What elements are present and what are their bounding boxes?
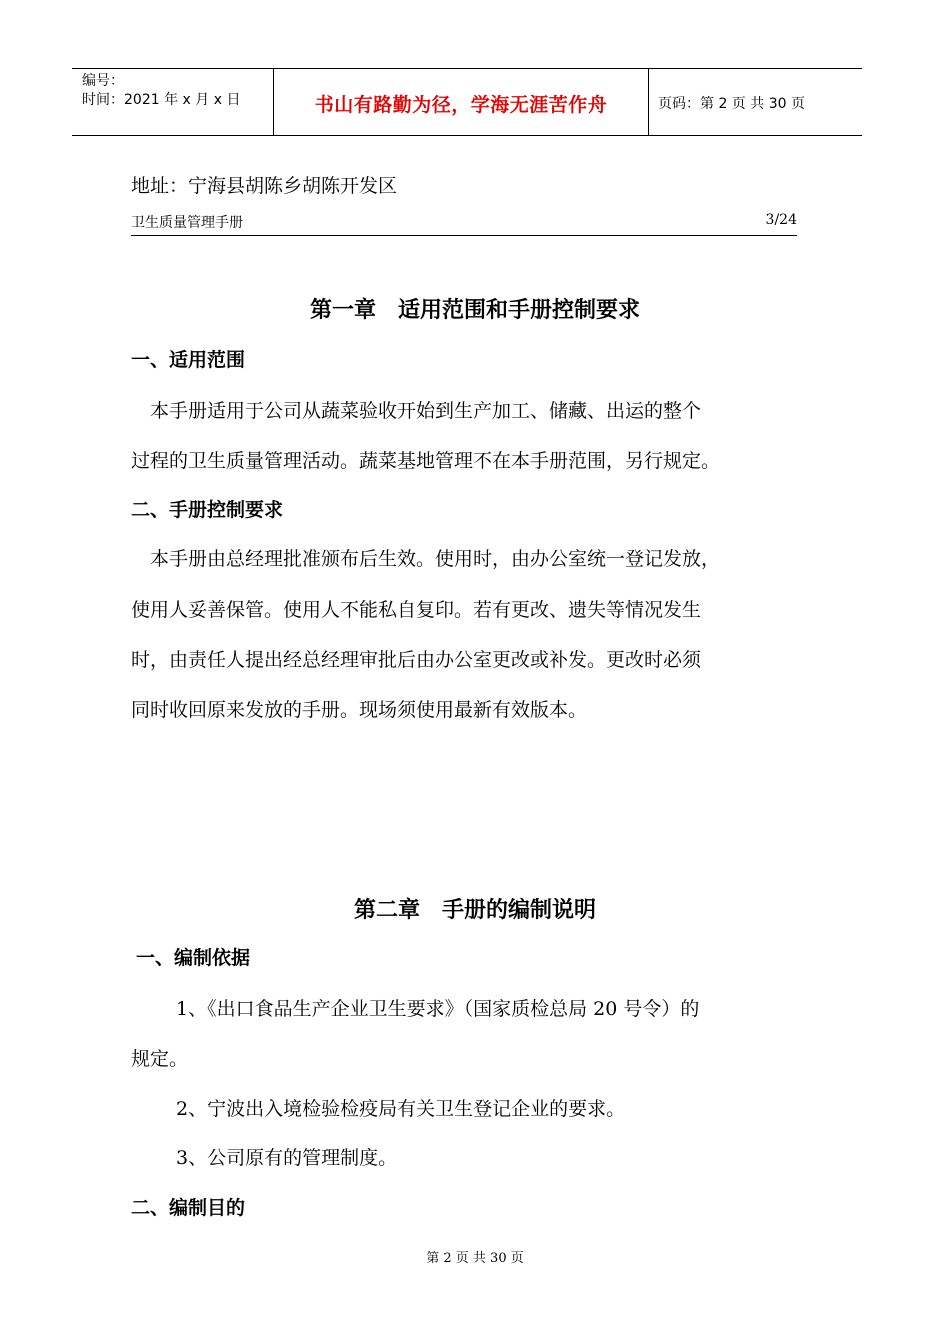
section-heading: 二、编制目的 (131, 1197, 246, 1219)
chapter-title: 第二章 手册的编制说明 (353, 898, 596, 923)
section-heading: 一、适用范围 (131, 349, 246, 371)
section-heading: 一、编制依据 (136, 947, 251, 969)
paragraph-line: 同时收回原来发放的手册。现场须使用最新有效版本。 (131, 699, 588, 721)
page-footer: 第 2 页 共 30 页 (426, 1251, 524, 1266)
header-meta (82, 72, 240, 110)
document-header (72, 68, 862, 136)
paragraph-line: 使用人妥善保管。使用人不能私自复印。若有更改、遗失等情况发生 (131, 599, 702, 621)
number-label: 编号： (82, 73, 124, 89)
header-divider (648, 69, 649, 135)
paragraph-line: 本手册由总经理批准颁布后生效。使用时，由办公室统一登记发放， (150, 548, 721, 570)
header-motto: 书山有路勤为径，学海无涯苦作舟 (314, 94, 608, 116)
paragraph-line: 本手册适用于公司从蔬菜验收开始到生产加工、储藏、出运的整个 (150, 400, 702, 422)
header-page-info: 页码：第 2 页 共 30 页 (658, 96, 805, 112)
paragraph-line: 过程的卫生质量管理活动。蔬菜基地管理不在本手册范围，另行规定。 (131, 450, 721, 472)
list-item: 3、公司原有的管理制度。 (176, 1147, 398, 1169)
list-item: 1、《出口食品生产企业卫生要求》（国家质检总局 20 号令）的 (176, 998, 700, 1020)
address-line: 地址：宁海县胡陈乡胡陈开发区 (131, 175, 398, 197)
section-heading: 二、手册控制要求 (131, 499, 284, 521)
chapter-title: 第一章 适用范围和手册控制要求 (309, 298, 640, 323)
running-header-title: 卫生质量管理手册 (131, 215, 243, 231)
list-item: 2、宁波出入境检验检疫局有关卫生登记企业的要求。 (176, 1098, 626, 1120)
running-header (131, 212, 797, 236)
list-item-continuation: 规定。 (131, 1048, 189, 1070)
paragraph-line: 时，由责任人提出经总经理审批后由办公室更改或补发。更改时必须 (131, 649, 702, 671)
running-header-page: 3/24 (765, 212, 797, 228)
time-label: 时间：2021 年 x 月 x 日 (82, 92, 241, 108)
